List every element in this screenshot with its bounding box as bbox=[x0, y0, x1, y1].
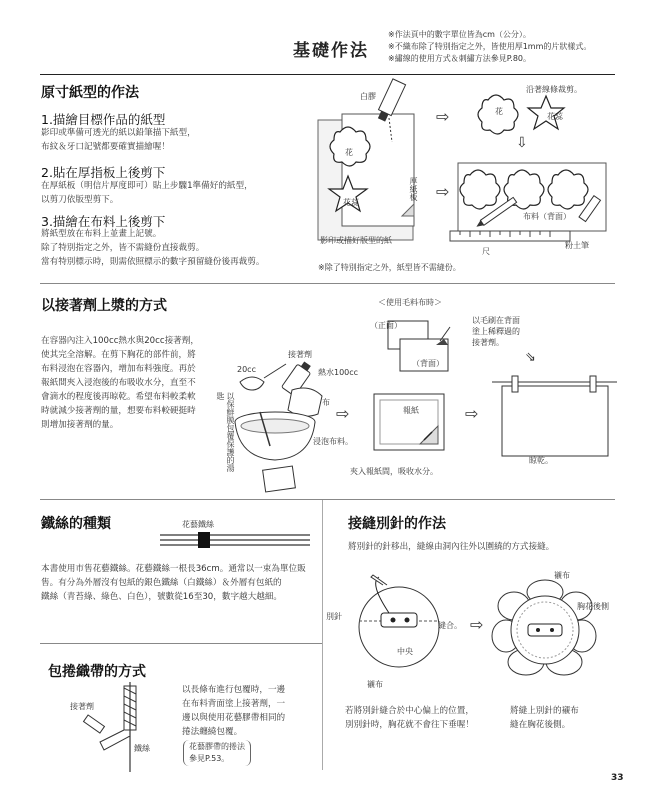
felt-label-2: 襯布 bbox=[554, 571, 570, 580]
glue-label: 白膠 bbox=[360, 92, 376, 101]
pin-note-left: 若將別針縫合於中心偏上的位置， 別別針時，胸花就不會往下垂喔！ bbox=[345, 706, 474, 730]
wrap-section-text: 以長條布進行包覆時，一邊 在布料背面塗上接著劑，一 邊以與使用花藝膠帶相同的 捲法纏繞包覆。 bbox=[182, 685, 286, 737]
cloth-label: 布 bbox=[322, 398, 330, 407]
page-title: 基礎作法 bbox=[293, 41, 369, 61]
felt-heading: ＜使用毛料布時＞ bbox=[378, 298, 442, 307]
wire-label: 花藝鐵絲 bbox=[182, 520, 214, 529]
divider-3 bbox=[40, 643, 322, 644]
back-label: （背面） bbox=[412, 359, 444, 368]
chalk-label: 粉土筆 bbox=[565, 241, 589, 250]
cut-star-label: 花蕊 bbox=[547, 112, 563, 121]
fabric-back-label: 布料（背面） bbox=[523, 212, 571, 221]
pin-section-title: 接縫別針的作法 bbox=[348, 516, 446, 532]
wrap-section-title: 包捲織帶的方式 bbox=[48, 664, 146, 680]
cut-along-label: 沿著線條裁剪。 bbox=[526, 85, 582, 94]
stitch-label: 縫合。 bbox=[438, 621, 462, 630]
brooch-back-illustration bbox=[490, 578, 600, 678]
pin-section-intro: 將別針的針移出，縫線由洞內往外以圍繞的方式接縫。 bbox=[348, 542, 555, 552]
cc20-label: 20cc bbox=[237, 365, 256, 374]
pattern-section-title: 原寸紙型的作法 bbox=[41, 85, 139, 101]
newspaper-label: 報紙 bbox=[403, 406, 419, 415]
wrap-illustration bbox=[80, 680, 160, 775]
pattern-step2-title: 2.貼在厚指板上後剪下 bbox=[41, 165, 166, 180]
newspaper-illustration bbox=[370, 388, 450, 458]
flower-petals-label: 花蕊 bbox=[343, 198, 359, 207]
wrap-wire-label: 鐵絲 bbox=[134, 744, 150, 753]
pattern-step3-text: 將紙型放在布料上並畫上記號。 除了特別指定之外，皆不需縫份直接裁剪。 當有特別標示時，則需依照標示的數字預留縫份後再裁剪。 bbox=[41, 229, 265, 267]
dry-label: 晾乾。 bbox=[529, 456, 553, 465]
header-note-2: ※不織布除了特別指定之外，皆使用厚1mm的片狀樣式。 bbox=[388, 42, 592, 51]
cut-flower-label: 花 bbox=[495, 107, 503, 116]
wire-section-text: 本書使用市售花藝鐵絲。花藝鐵絲一根長36cm。通常以一束為單位販 售。有分為外層沒有包紙的銀色鐵絲（白鐵絲）＆外層有包紙的 鐵絲（青苔綠、綠色、白色），號數從16至30，數字越大越細。 bbox=[41, 564, 306, 602]
wrap-hint-label: 以保鮮膜包覆保護的湯匙 bbox=[216, 392, 235, 472]
felt-label: 襯布 bbox=[367, 680, 383, 689]
arrow-right-icon: ⇨ bbox=[465, 404, 479, 423]
arrow-right-icon: ⇨ bbox=[436, 182, 450, 201]
vertical-divider bbox=[322, 500, 323, 770]
pattern-step3-title: 3.描繪在布料上後剪下 bbox=[41, 214, 166, 229]
wire-section-title: 鐵絲的種類 bbox=[41, 516, 111, 532]
brooch-back-label: 胸花後側 bbox=[577, 602, 609, 611]
pin-note-right: 將縫上別針的襯布 縫在胸花後側。 bbox=[510, 706, 579, 730]
hot-water-label: 熱水100cc bbox=[318, 368, 359, 377]
page-number: 33 bbox=[611, 773, 624, 783]
wrap-glue-label: 接著劑 bbox=[70, 702, 94, 711]
pattern-footnote: ※除了特別指定之外，紙型皆不需縫份。 bbox=[318, 263, 461, 272]
absorb-label: 夾入報紙間，吸收水分。 bbox=[350, 467, 438, 476]
header-note-1: ※作法頁中的數字單位皆為cm（公分）。 bbox=[388, 30, 531, 39]
glue-section-text: 在容器內注入100cc熱水與20cc接著劑， 使其完全溶解。在剪下胸花的部件前，將 布料浸泡在容器內，增加布料強度。再於 報紙間夾入浸泡後的布吸收水分，直至不 會滴水的程度後再晾乾。希望布料較柔軟 時就減少接著劑的量，想要布料較硬挺時 則增加接著劑的量。 bbox=[41, 336, 199, 430]
arrow-down-right-icon: ⇘ bbox=[525, 350, 536, 365]
arrow-right-icon: ⇨ bbox=[336, 404, 350, 423]
arrow-right-icon: ⇨ bbox=[436, 107, 450, 126]
glue-bottle-label: 接著劑 bbox=[288, 350, 312, 359]
wrap-reference: 花藝膠帶的捲法 參見P.53。 bbox=[183, 740, 251, 766]
cut-pieces-illustration bbox=[468, 90, 598, 150]
pattern-step1-title: 1.描繪目標作品的紙型 bbox=[41, 112, 166, 127]
arrow-down-icon: ⇩ bbox=[516, 135, 528, 151]
divider-2 bbox=[40, 499, 615, 500]
cardboard-label: 厚紙板 bbox=[409, 177, 418, 201]
divider-1 bbox=[40, 283, 615, 284]
front-label: （正面） bbox=[370, 321, 402, 330]
brush-note: 以毛刷在背面 塗上稀釋過的 接著劑。 bbox=[472, 316, 520, 347]
soak-label: 浸泡布料。 bbox=[313, 437, 353, 446]
flower-label: 花 bbox=[345, 148, 353, 157]
wire-bundle-illustration bbox=[160, 530, 320, 554]
center-label: 中央 bbox=[397, 647, 413, 656]
glue-section-title: 以接著劑上漿的方式 bbox=[41, 298, 167, 314]
fabric-marking-illustration bbox=[450, 155, 610, 250]
header-note-3: ※繡線的使用方式＆刺繡方法參見P.80。 bbox=[388, 54, 532, 63]
pattern-step1-text: 影印或準備可透光的紙以鉛筆描下紙型， 布紋＆牙口記號都要確實描繪喔！ bbox=[41, 128, 196, 152]
top-divider bbox=[40, 74, 615, 75]
pattern-step2-text: 在厚紙板（明信片厚度即可）貼上步驟1準備好的紙型， 以剪刀依版型剪下。 bbox=[41, 181, 253, 205]
pattern-paper-illustration bbox=[310, 84, 430, 249]
drying-illustration bbox=[492, 372, 617, 462]
ruler-label: 尺 bbox=[482, 247, 490, 256]
copied-pattern-label: 影印或描好版型的紙 bbox=[320, 236, 392, 245]
arrow-right-icon: ⇨ bbox=[470, 615, 484, 634]
pin-label: 別針 bbox=[326, 612, 342, 621]
